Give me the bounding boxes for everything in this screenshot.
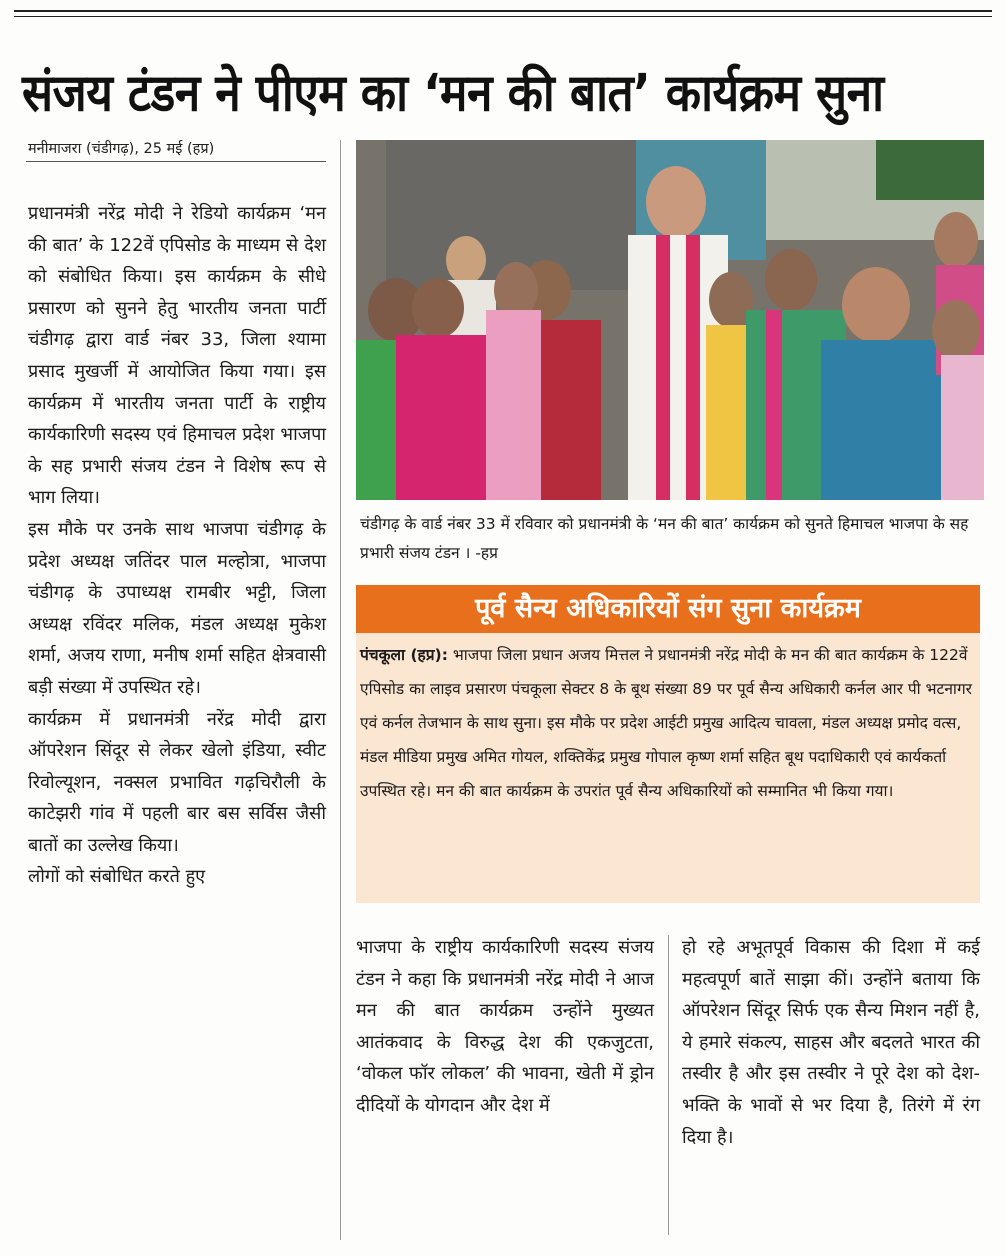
dateline: मनीमाजरा (चंडीगढ़), 25 मई (हप्र) bbox=[28, 141, 215, 157]
top-rule bbox=[14, 10, 992, 12]
column-separator-left bbox=[340, 140, 341, 1240]
sidebar-text bbox=[360, 638, 972, 808]
left-paragraph-4: लोगों को संबोधित करते हुए bbox=[28, 866, 206, 888]
left-paragraph-3: कार्यक्रम में प्रधानमंत्री नरेंद्र मोदी द्वारा ऑपरेशन सिंदूर से लेकर खेलो इंडिया, स्वीट रिवोल्यूशन, नक्सल प्रभावित गढ़चिरौली के काटेझरी गांव में पहली बार बस सर्विस जैसी बातों का उल्लेख किया। bbox=[28, 708, 326, 856]
column-separator-right bbox=[668, 935, 669, 1235]
sidebar-title: पूर्व सैन्य अधिकारियों संग सुना कार्यक्रम bbox=[356, 585, 980, 633]
middle-column: भाजपा के राष्ट्रीय कार्यकारिणी सदस्य संजय टंडन ने कहा कि प्रधानमंत्री नरेंद्र मोदी ने आज मन की बात कार्यक्रम उन्होंने मुख्यत आतंकवाद के विरुद्ध देश की एकजुटता, ‘वोकल फॉर लोकल’ की भावना, खेती में ड्रोन दीदियों के योगदान और देश में bbox=[356, 937, 654, 1116]
headline: संजय टंडन ने पीएम का ‘मन की बात’ कार्यक्रम सुना bbox=[22, 62, 884, 124]
left-paragraph-1: प्रधानमंत्री नरेंद्र मोदी ने रेडियो कार्यक्रम ‘मन की बात’ के 122वें एपिसोड के माध्यम से देश को संबोधित किया। इस कार्यक्रम के सीधे प्रसारण को सुनने हेतु भारतीय जनता पार्टी चंडीगढ़ द्वारा वार्ड नंबर 33, जिला श्यामा प्रसाद मुखर्जी में आयोजित किया गया। इस कार्यक्रम में भारतीय जनता पार्टी के राष्ट्रीय कार्यकारिणी सदस्य एवं हिमाचल प्रदेश भाजपा के सह प्रभारी संजय टंडन ने विशेष रूप से भाग लिया। bbox=[28, 203, 326, 509]
left-column bbox=[28, 198, 326, 893]
right-column: हो रहे अभूतपूर्व विकास की दिशा में कई महत्वपूर्ण बातें साझा कीं। उन्होंने बताया कि ऑपरेशन सिंदूर सिर्फ एक सैन्य मिशन नहीं है, ये हमारे संकल्प, साहस और बदलते भारत की तस्वीर है और इस तस्वीर ने पूरे देश को देश-भक्ति के भावों से भर दिया है, तिरंगे में रंग दिया है। bbox=[682, 937, 980, 1148]
left-paragraph-2: इस मौके पर उनके साथ भाजपा चंडीगढ़ के प्रदेश अध्यक्ष जतिंदर पाल मल्होत्रा, भाजपा चंडीगढ़ के उपाध्यक्ष रामबीर भट्टी, जिला अध्यक्ष रविंदर मलिक, मंडल अध्यक्ष मुकेश शर्मा, अजय राणा, मनीष शर्मा सहित क्षेत्रवासी बड़ी संख्या में उपस्थित रहे। bbox=[28, 518, 326, 698]
top-rule-thin bbox=[14, 16, 992, 17]
dateline-rule bbox=[26, 161, 326, 162]
sidebar-body: भाजपा जिला प्रधान अजय मित्तल ने प्रधानमंत्री नरेंद्र मोदी के मन की बात कार्यक्रम के 122वें एपिसोड का लाइव प्रसारण पंचकूला सेक्टर 8 के बूथ संख्या 89 पर पूर्व सैन्य अधिकारी कर्नल आर पी भटनागर एवं कर्नल तेजभान के साथ सुना। इस मौके पर प्रदेश आईटी प्रमुख आदित्य चावला, मंडल अध्यक्ष प्रमोद वत्स, मंडल मीडिया प्रमुख अमित गोयल, शक्तिकेंद्र प्रमुख गोपाल कृष्ण शर्मा सहित बूथ पदाधिकारी एवं कार्यकर्ता उपस्थित रहे। मन की बात कार्यक्रम के उपरांत पूर्व सैन्य अधिकारियों को सम्मानित भी किया गया। bbox=[360, 646, 973, 800]
photo-caption: चंडीगढ़ के वार्ड नंबर 33 में रविवार को प्रधानमंत्री के ‘मन की बात’ कार्यक्रम को सुनते हिमाचल भाजपा के सह प्रभारी संजय टंडन । -हप्र bbox=[360, 515, 969, 562]
group-photo-illustration bbox=[356, 140, 984, 500]
sidebar-dateline: पंचकूला (हप्र): bbox=[360, 646, 448, 664]
news-photo bbox=[356, 140, 984, 500]
